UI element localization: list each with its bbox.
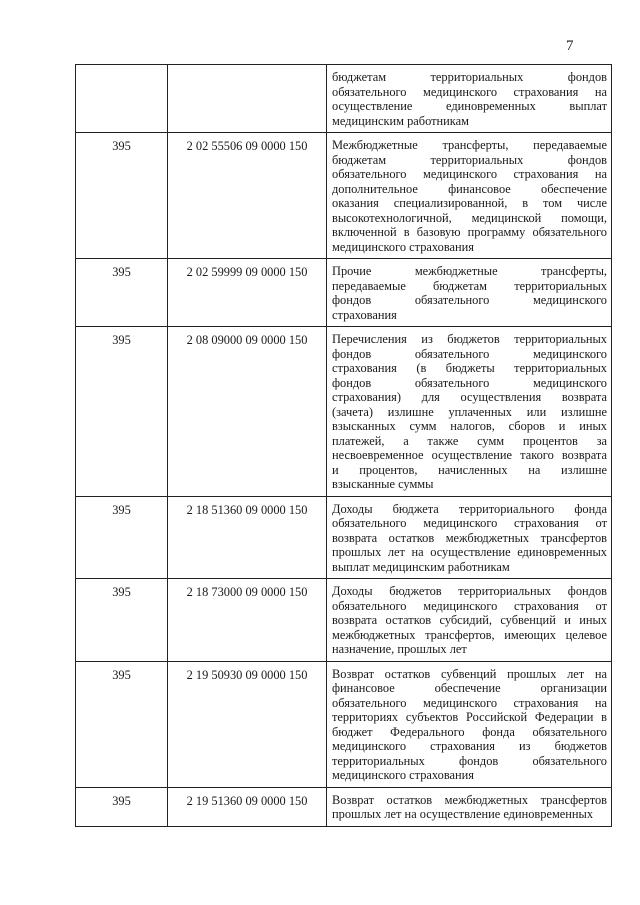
description-line: страхования bbox=[332, 307, 397, 322]
description-line: Доходы бюджетов территориальных фондов bbox=[332, 584, 607, 598]
description-line: осуществление единовременных выплат bbox=[332, 99, 607, 113]
table-row bbox=[76, 661, 612, 787]
kbk-code-cell: 2 19 50930 09 0000 150 bbox=[168, 661, 327, 787]
table-row bbox=[76, 579, 612, 662]
admin-code-cell bbox=[76, 65, 168, 133]
description-line: фондов обязательного медицинского bbox=[332, 293, 607, 307]
description-line: назначение, прошлых лет bbox=[332, 642, 467, 656]
admin-code-cell: 395 bbox=[76, 787, 168, 826]
kbk-code-cell: 2 08 09000 09 0000 150 bbox=[168, 327, 327, 497]
description-line: страхования) для осуществления возврата bbox=[332, 390, 607, 404]
description-line: территориях субъектов Российской Федерации в bbox=[332, 710, 607, 724]
table-row bbox=[76, 65, 612, 133]
description-line: включенной в базовую программу обязательного bbox=[332, 225, 607, 239]
kbk-code-cell: 2 18 73000 09 0000 150 bbox=[168, 579, 327, 662]
description-line: обязательного медицинского страхования от bbox=[332, 516, 607, 530]
description-line: территориальных фондов обязательного bbox=[332, 753, 607, 768]
description-line: (зачета) излишне уплаченных или излишне bbox=[332, 404, 607, 419]
admin-code-cell: 395 bbox=[76, 496, 168, 579]
description-line: Прочие межбюджетные трансферты, bbox=[332, 264, 607, 278]
kbk-code-cell bbox=[168, 65, 327, 133]
description-line: бюджетам территориальных фондов bbox=[332, 152, 607, 167]
description-cell bbox=[327, 579, 612, 662]
kbk-code-cell: 2 19 51360 09 0000 150 bbox=[168, 787, 327, 826]
description-cell bbox=[327, 65, 612, 133]
description-line: прошлых лет на осуществление единовременных bbox=[332, 545, 607, 559]
kbk-code-cell: 2 02 55506 09 0000 150 bbox=[168, 133, 327, 259]
description-line: Доходы бюджета территориального фонда bbox=[332, 501, 607, 516]
budget-codes-table bbox=[75, 64, 612, 827]
admin-code-cell: 395 bbox=[76, 133, 168, 259]
description-cell bbox=[327, 133, 612, 259]
description-line: выплат медицинским работникам bbox=[332, 559, 510, 574]
description-line: взысканные суммы bbox=[332, 477, 434, 491]
description-cell bbox=[327, 787, 612, 826]
description-line: прошлых лет на осуществление единовременных bbox=[332, 807, 594, 821]
description-line: Перечисления из бюджетов территориальных bbox=[332, 332, 607, 346]
table-row bbox=[76, 133, 612, 259]
admin-code-cell: 395 bbox=[76, 579, 168, 662]
description-cell bbox=[327, 259, 612, 327]
description-line: оказания специализированной, в том числе bbox=[332, 196, 607, 210]
description-line: межбюджетных трансфертов, имеющих целевое bbox=[332, 627, 607, 642]
description-line: обязательного медицинского страхования на bbox=[332, 167, 607, 181]
description-line: возврата остатков субсидий, субвенций и иных bbox=[332, 613, 607, 627]
description-line: страхования (в бюджеты территориальных bbox=[332, 361, 607, 375]
description-line: дополнительное финансовое обеспечение bbox=[332, 181, 607, 196]
description-line: передаваемые бюджетам территориальных bbox=[332, 278, 607, 293]
description-line: медицинского страхования из бюджетов bbox=[332, 739, 607, 753]
description-line: Межбюджетные трансферты, передаваемые bbox=[332, 138, 607, 152]
table-row bbox=[76, 327, 612, 497]
description-line: взысканных сумм налогов, сборов и иных bbox=[332, 419, 607, 433]
description-line: Возврат остатков субвенций прошлых лет на bbox=[332, 666, 607, 681]
description-line: медицинским работникам bbox=[332, 113, 469, 128]
admin-code-cell: 395 bbox=[76, 661, 168, 787]
table-row bbox=[76, 787, 612, 826]
description-line: фондов обязательного медицинского bbox=[332, 375, 607, 390]
description-line: и процентов, начисленных на излишне bbox=[332, 462, 607, 477]
table-row bbox=[76, 259, 612, 327]
page-number: 7 bbox=[566, 38, 574, 54]
description-cell bbox=[327, 496, 612, 579]
description-line: обязательного медицинского страхования на bbox=[332, 84, 607, 99]
description-line: бюджет Федерального фонда обязательного bbox=[332, 724, 607, 739]
description-cell bbox=[327, 661, 612, 787]
description-line: обязательного медицинского страхования от bbox=[332, 598, 607, 613]
description-line: высокотехнологичной, медицинской помощи, bbox=[332, 210, 607, 225]
kbk-code-cell: 2 02 59999 09 0000 150 bbox=[168, 259, 327, 327]
kbk-code-cell: 2 18 51360 09 0000 150 bbox=[168, 496, 327, 579]
description-line: медицинского страхования bbox=[332, 768, 474, 782]
description-cell bbox=[327, 327, 612, 497]
description-line: несвоевременное осуществление такого возврата bbox=[332, 448, 607, 462]
description-line: возврата остатков межбюджетных трансфертов bbox=[332, 530, 607, 545]
description-line: медицинского страхования bbox=[332, 239, 474, 254]
description-line: фондов обязательного медицинского bbox=[332, 346, 607, 361]
description-line: финансовое обеспечение организации bbox=[332, 681, 607, 695]
description-line: платежей, а также сумм процентов за bbox=[332, 433, 607, 448]
admin-code-cell: 395 bbox=[76, 259, 168, 327]
table-row bbox=[76, 496, 612, 579]
description-line: Возврат остатков межбюджетных трансфертов bbox=[332, 792, 607, 807]
admin-code-cell: 395 bbox=[76, 327, 168, 497]
description-line: обязательного медицинского страхования на bbox=[332, 695, 607, 710]
description-line: бюджетам территориальных фондов bbox=[332, 70, 607, 84]
